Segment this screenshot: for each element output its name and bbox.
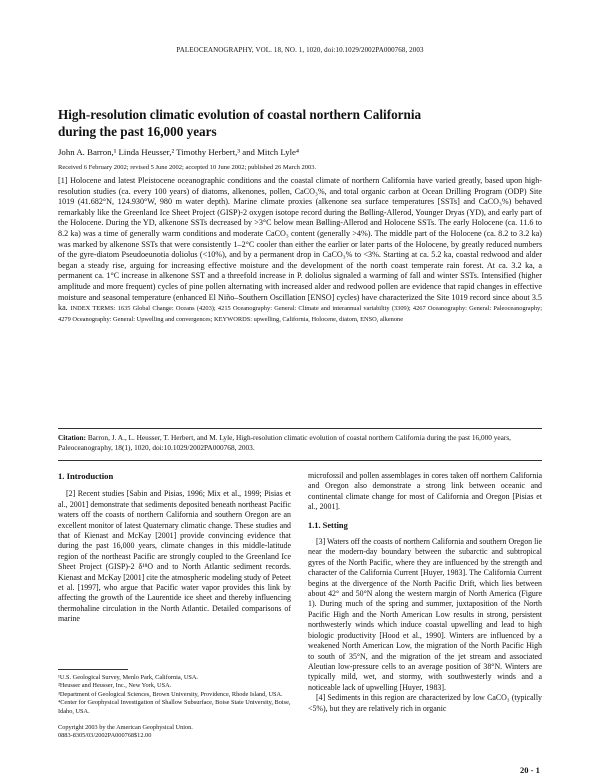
divider-top [58, 428, 542, 429]
index-terms: INDEX TERMS: 1635 Global Change: Oceans (4203); 4215 Oceanography: General: Climate and interannual variability (3309); 4267 Oceanography: General: Paleoceanography; 4279 Oceanography: General: Upwelling and convergences; KEYWORDS: upwelling, California, Holocene, diatom, ENSO, alkenone [58, 305, 543, 324]
section-heading-introduction: 1. Introduction [58, 471, 114, 481]
title-line-1: High-resolution climatic evolution of coastal northern California [58, 107, 422, 122]
footnote-3: ³Department of Geological Sciences, Brown University, Providence, Rhode Island, USA. [58, 690, 283, 698]
abstract-text: [1] Holocene and latest Pleistocene oceanographic conditions and the coastal climate of northern California have varied greatly, based upon high-resolution studies (ca. every 100 years) of diatoms, alkenones, pollen, CaCO₃%, and total organic carbon at Ocean Drilling Program (ODP) Site 1019 (41.682°N, 124.930°W, 980 m water depth). Marine climate proxies (alkenone sea surface temperatures [SSTs] and CaCO₃%) behaved remarkably like the Greenland Ice Sheet Project (GISP)-2 oxygen isotope record during the Bølling-Allerod, Younger Dryas (YD), and early part of the Holocene. During the YD, alkenone SSTs decreased by >3°C below mean Bølling-Allerod and Holocene SSTs. The early Holocene (ca. 11.6 to 8.2 ka) was a time of generally warm conditions and moderate CaCO₃ content (generally >4%). The middle part of the Holocene (ca. 8.2 to 3.2 ka) was marked by alkenone SSTs that were consistently 1–2°C cooler than either the earlier or later parts of the Holocene, by greatly reduced numbers of the gyre-diatom Pseudoeunotia doliolus (<10%), and by a permanent drop in CaCO₃% to <3%. Starting at ca. 5.2 ka, coastal redwood and alder began a steady rise, arguing for increasing effective moisture and the development of the north coast temperate rain forest. At ca. 3.2 ka, a permanent ca. 1°C increase in alkenone SST and a threefold increase in P. doliolus signaled a warming of fall and winter SSTs. Intensified (higher amplitude and more frequent) cycles of pine pollen alternating with increased alder and redwood pollen are evidence that rapid changes in effective moisture and seasonal temperature (enhanced El Niño–Southern Oscillation [ENSO] cycles) have characterized the Site 1019 record since about 3.5 ka. [58, 176, 542, 313]
footnote-4: ⁴Center for Geophysical Investigation of Shallow Subsurface, Boise State University, Boise, Idaho, USA. [58, 699, 291, 715]
paragraph-4: [4] Sediments in this region are characterized by low CaCO₃ (typically <5%), but they are relatively rich in organic [308, 693, 542, 713]
divider-bottom [58, 460, 542, 461]
footnote-rule [58, 669, 128, 670]
issn-code: 0883-8305/03/2002PA000768$12.00 [58, 732, 152, 740]
author-list: John A. Barron,¹ Linda Heusser,² Timothy Herbert,³ and Mitch Lyle⁴ [58, 147, 300, 157]
citation-text: Barron, J. A., L. Heusser, T. Herbert, and M. Lyle, High-resolution climatic evolution of coastal northern California during the past 16,000 years, Paleoceanography, 18(1), 1020, doi:10.1029/2002PA000768, 2003. [58, 433, 511, 452]
page-number: 20 - 1 [520, 765, 540, 775]
running-head: PALEOCEANOGRAPHY, VOL. 18, NO. 1, 1020, doi:10.1029/2002PA000768, 2003 [176, 46, 424, 54]
citation [58, 433, 542, 453]
copyright: Copyright 2003 by the American Geophysical Union. [58, 724, 193, 732]
citation-label: Citation: [58, 433, 86, 442]
footnote-1: ¹U.S. Geological Survey, Menlo Park, California, USA. [58, 674, 198, 681]
intro-continued: microfossil and pollen assemblages in cores taken off northern California and Oregon also demonstrate a strong link between oceanic and continental climate change for most of California and Oregon [Pisias et al., 2001]. [308, 471, 542, 512]
abstract [58, 176, 542, 325]
footnote-2: ²Heusser and Heusser, Inc., New York, USA. [58, 682, 172, 690]
title-line-2: during the past 16,000 years [58, 124, 217, 139]
left-column [58, 471, 291, 625]
paragraph-2: [2] Recent studies [Sabin and Pisias, 1996; Mix et al., 1999; Pisias et al., 2001] demonstrate that sediments deposited beneath northeast Pacific waters off the coasts of northern California and southern Oregon are an excellent monitor of latest Quaternary climatic change. These studies and that of Kienast and McKay [2001] provide convincing evidence that during the past 16,000 years, climate changes in this middle-latitude region of the northeast Pacific are strongly coupled to the Greenland Ice Sheet Project (GISP)-2 δ¹⁸O and to North Atlantic sediment records. Kienast and McKay [2001] cite the atmospheric modeling study of Peteet et al. [1997], who argue that Pacific water vapor provides this link by affecting the growth of the Laurentide ice sheet and thereby influencing thermohaline circulation in the North Atlantic. Detailed comparisons of marine [58, 489, 291, 624]
article-title [58, 106, 538, 140]
footnotes [58, 674, 291, 741]
section-heading-setting: 1.1. Setting [308, 520, 348, 530]
right-column [308, 471, 542, 714]
received-dates: Received 6 February 2002; revised 5 June 2002; accepted 10 June 2002; published 26 March 2003. [58, 164, 317, 171]
paragraph-3: [3] Waters off the coasts of northern California and southern Oregon lie near the modern-day boundary between the subarctic and subtropical gyres of the North Pacific, where they are influenced by the strength and character of the California Current [Huyer, 1983]. The California Current begins at the divergence of the North Pacific Drift, which lies between about 42° and 50°N along the western margin of North America (Figure 1). During much of the spring and summer, juxtaposition of the North Pacific High and the North American Low results in strong, persistent northwesterly winds which induce coastal upwelling and lead to high biologic productivity [Hood et al., 1990]. Winters are influenced by a weakened North American Low, the migration of the North Pacific High to south of 35°N, and the migration of the jet stream and associated Aleutian low-pressure cells to an average position of 38°N. Winters are typically mild, wet, and stormy, with southwesterly winds and a noticeable lack of upwelling [Huyer, 1983]. [308, 537, 542, 692]
